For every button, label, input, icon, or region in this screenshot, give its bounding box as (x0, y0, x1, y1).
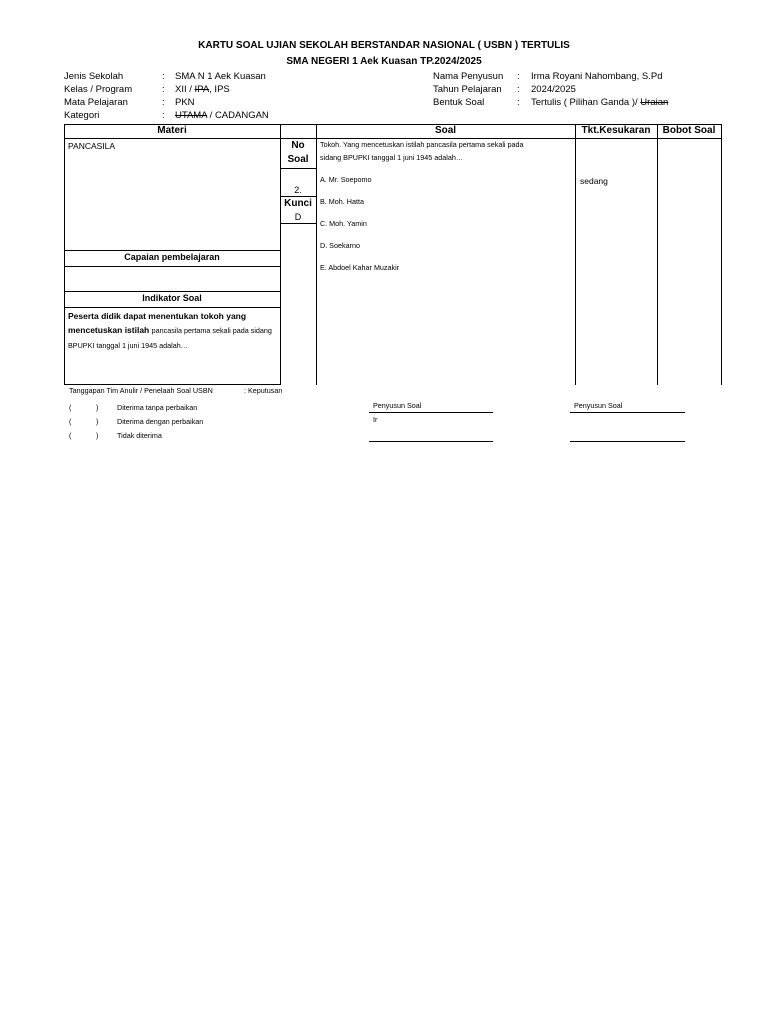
indikator-text (68, 309, 278, 353)
tkt-value: sedang (580, 176, 608, 186)
choice-paren-close: ) (96, 431, 99, 440)
option-e: E. Abdoel Kahar Muzakir (320, 263, 400, 272)
keputusan-label: : Keputusan (244, 386, 283, 395)
sign-right-name-line (570, 441, 685, 442)
choice-label-tidak-diterima: Tidak diterima (117, 431, 162, 440)
row-border (280, 168, 317, 169)
sign-left-line (369, 412, 493, 413)
question-line-2: sidang BPUPKI tanggal 1 juni 1945 adalah… (320, 153, 464, 162)
row-border (64, 291, 281, 292)
info-label-mapel: Mata Pelajaran (64, 97, 128, 108)
choice-paren-close: ) (96, 403, 99, 412)
sign-left-name-line (369, 441, 493, 442)
row-border (64, 266, 281, 267)
question-line-1: Tokoh. Yang mencetuskan istilah pancasila pertama sekali pada (320, 140, 524, 149)
info-value-jenis-sekolah: SMA N 1 Aek Kuasan (175, 71, 266, 82)
info-sep: : (517, 84, 520, 95)
document-subtitle: SMA NEGERI 1 Aek Kuasan TP.2024/2025 (286, 56, 482, 67)
option-b: B. Moh. Hatta (320, 197, 364, 206)
kelas-struck: IPA (194, 84, 210, 95)
info-value-tahun: 2024/2025 (531, 84, 576, 95)
row-border (280, 196, 317, 197)
indikator-label: Indikator Soal (142, 293, 202, 303)
option-d: D. Soekarno (320, 241, 360, 250)
info-value-kategori (175, 110, 269, 121)
info-value-penyusun: Irma Royani Nahombang, S.Pd (531, 71, 663, 82)
row-border (280, 223, 317, 224)
info-sep: : (162, 110, 165, 121)
choice-label-tanpa-perbaikan: Diterima tanpa perbaikan (117, 403, 198, 412)
indikator-rest: pancasila pertama sekali pada sidang BPUPKI tanggal 1 juni 1945 adalah… (68, 326, 272, 350)
info-label-kategori: Kategori (64, 110, 100, 121)
sign-right-line (570, 412, 685, 413)
choice-label-dengan-perbaikan: Diterima dengan perbaikan (117, 417, 204, 426)
info-value-kelas (175, 84, 230, 95)
header-bobot-soal: Bobot Soal (662, 125, 716, 136)
choice-paren-close: ) (96, 417, 99, 426)
col-divider-nosoal (316, 124, 317, 385)
bentuk-struck: Uraian (640, 97, 669, 108)
col-divider-tkt (657, 124, 658, 385)
info-sep: : (162, 97, 165, 108)
materi-value: PANCASILA (68, 141, 116, 151)
kategori-struck: UTAMA (175, 110, 208, 121)
info-sep: : (162, 84, 165, 95)
kelas-prefix: XII / (175, 84, 195, 95)
info-label-tahun: Tahun Pelajaran (433, 84, 502, 95)
table-header-border (64, 138, 722, 139)
table-right-border (721, 124, 722, 385)
info-value-mapel: PKN (175, 97, 195, 108)
nosoal-value: 2. (294, 185, 302, 195)
kunci-label: Kunci (284, 198, 312, 209)
kategori-suffix: / CADANGAN (207, 110, 269, 121)
info-label-bentuk: Bentuk Soal (433, 97, 485, 108)
row-border (64, 307, 281, 308)
info-sep: : (517, 97, 520, 108)
info-sep: : (162, 71, 165, 82)
indikator-bold: Peserta didik dapat menentukan tokoh yang mencetuskan istilah (68, 311, 247, 335)
sign-right-label: Penyusun Soal (574, 401, 623, 410)
sign-left-label: Penyusun Soal (373, 401, 422, 410)
option-a: A. Mr. Soepomo (320, 175, 372, 184)
tanggapan-label: Tanggapan Tim Anulir / Penelaah Soal USBN (69, 386, 213, 395)
header-materi: Materi (157, 125, 187, 136)
kelas-suffix: , IPS (209, 84, 230, 95)
header-tkt-kesukaran: Tkt.Kesukaran (581, 125, 651, 136)
info-value-bentuk (531, 97, 668, 108)
kunci-value: D (294, 212, 302, 222)
document-title: KARTU SOAL UJIAN SEKOLAH BERSTANDAR NASIONAL ( USBN ) TERTULIS (198, 40, 570, 51)
nosoal-label-1: No (291, 140, 305, 151)
choice-paren-open: ( (69, 403, 72, 412)
option-c: C. Moh. Yamin (320, 219, 367, 228)
header-soal: Soal (434, 125, 457, 136)
row-border (64, 384, 281, 385)
choice-paren-open: ( (69, 417, 72, 426)
col-divider-soal (575, 124, 576, 385)
info-label-jenis-sekolah: Jenis Sekolah (64, 71, 124, 82)
capaian-label: Capaian pembelajaran (124, 252, 220, 262)
info-label-penyusun: Nama Penyusun (433, 71, 504, 82)
nosoal-label-2: Soal (287, 154, 309, 165)
info-sep: : (517, 71, 520, 82)
info-label-kelas: Kelas / Program (64, 84, 133, 95)
row-border (64, 250, 281, 251)
sign-left-name: Ir (373, 415, 378, 424)
choice-paren-open: ( (69, 431, 72, 440)
bentuk-prefix: Tertulis ( Pilihan Ganda )/ (531, 97, 641, 108)
